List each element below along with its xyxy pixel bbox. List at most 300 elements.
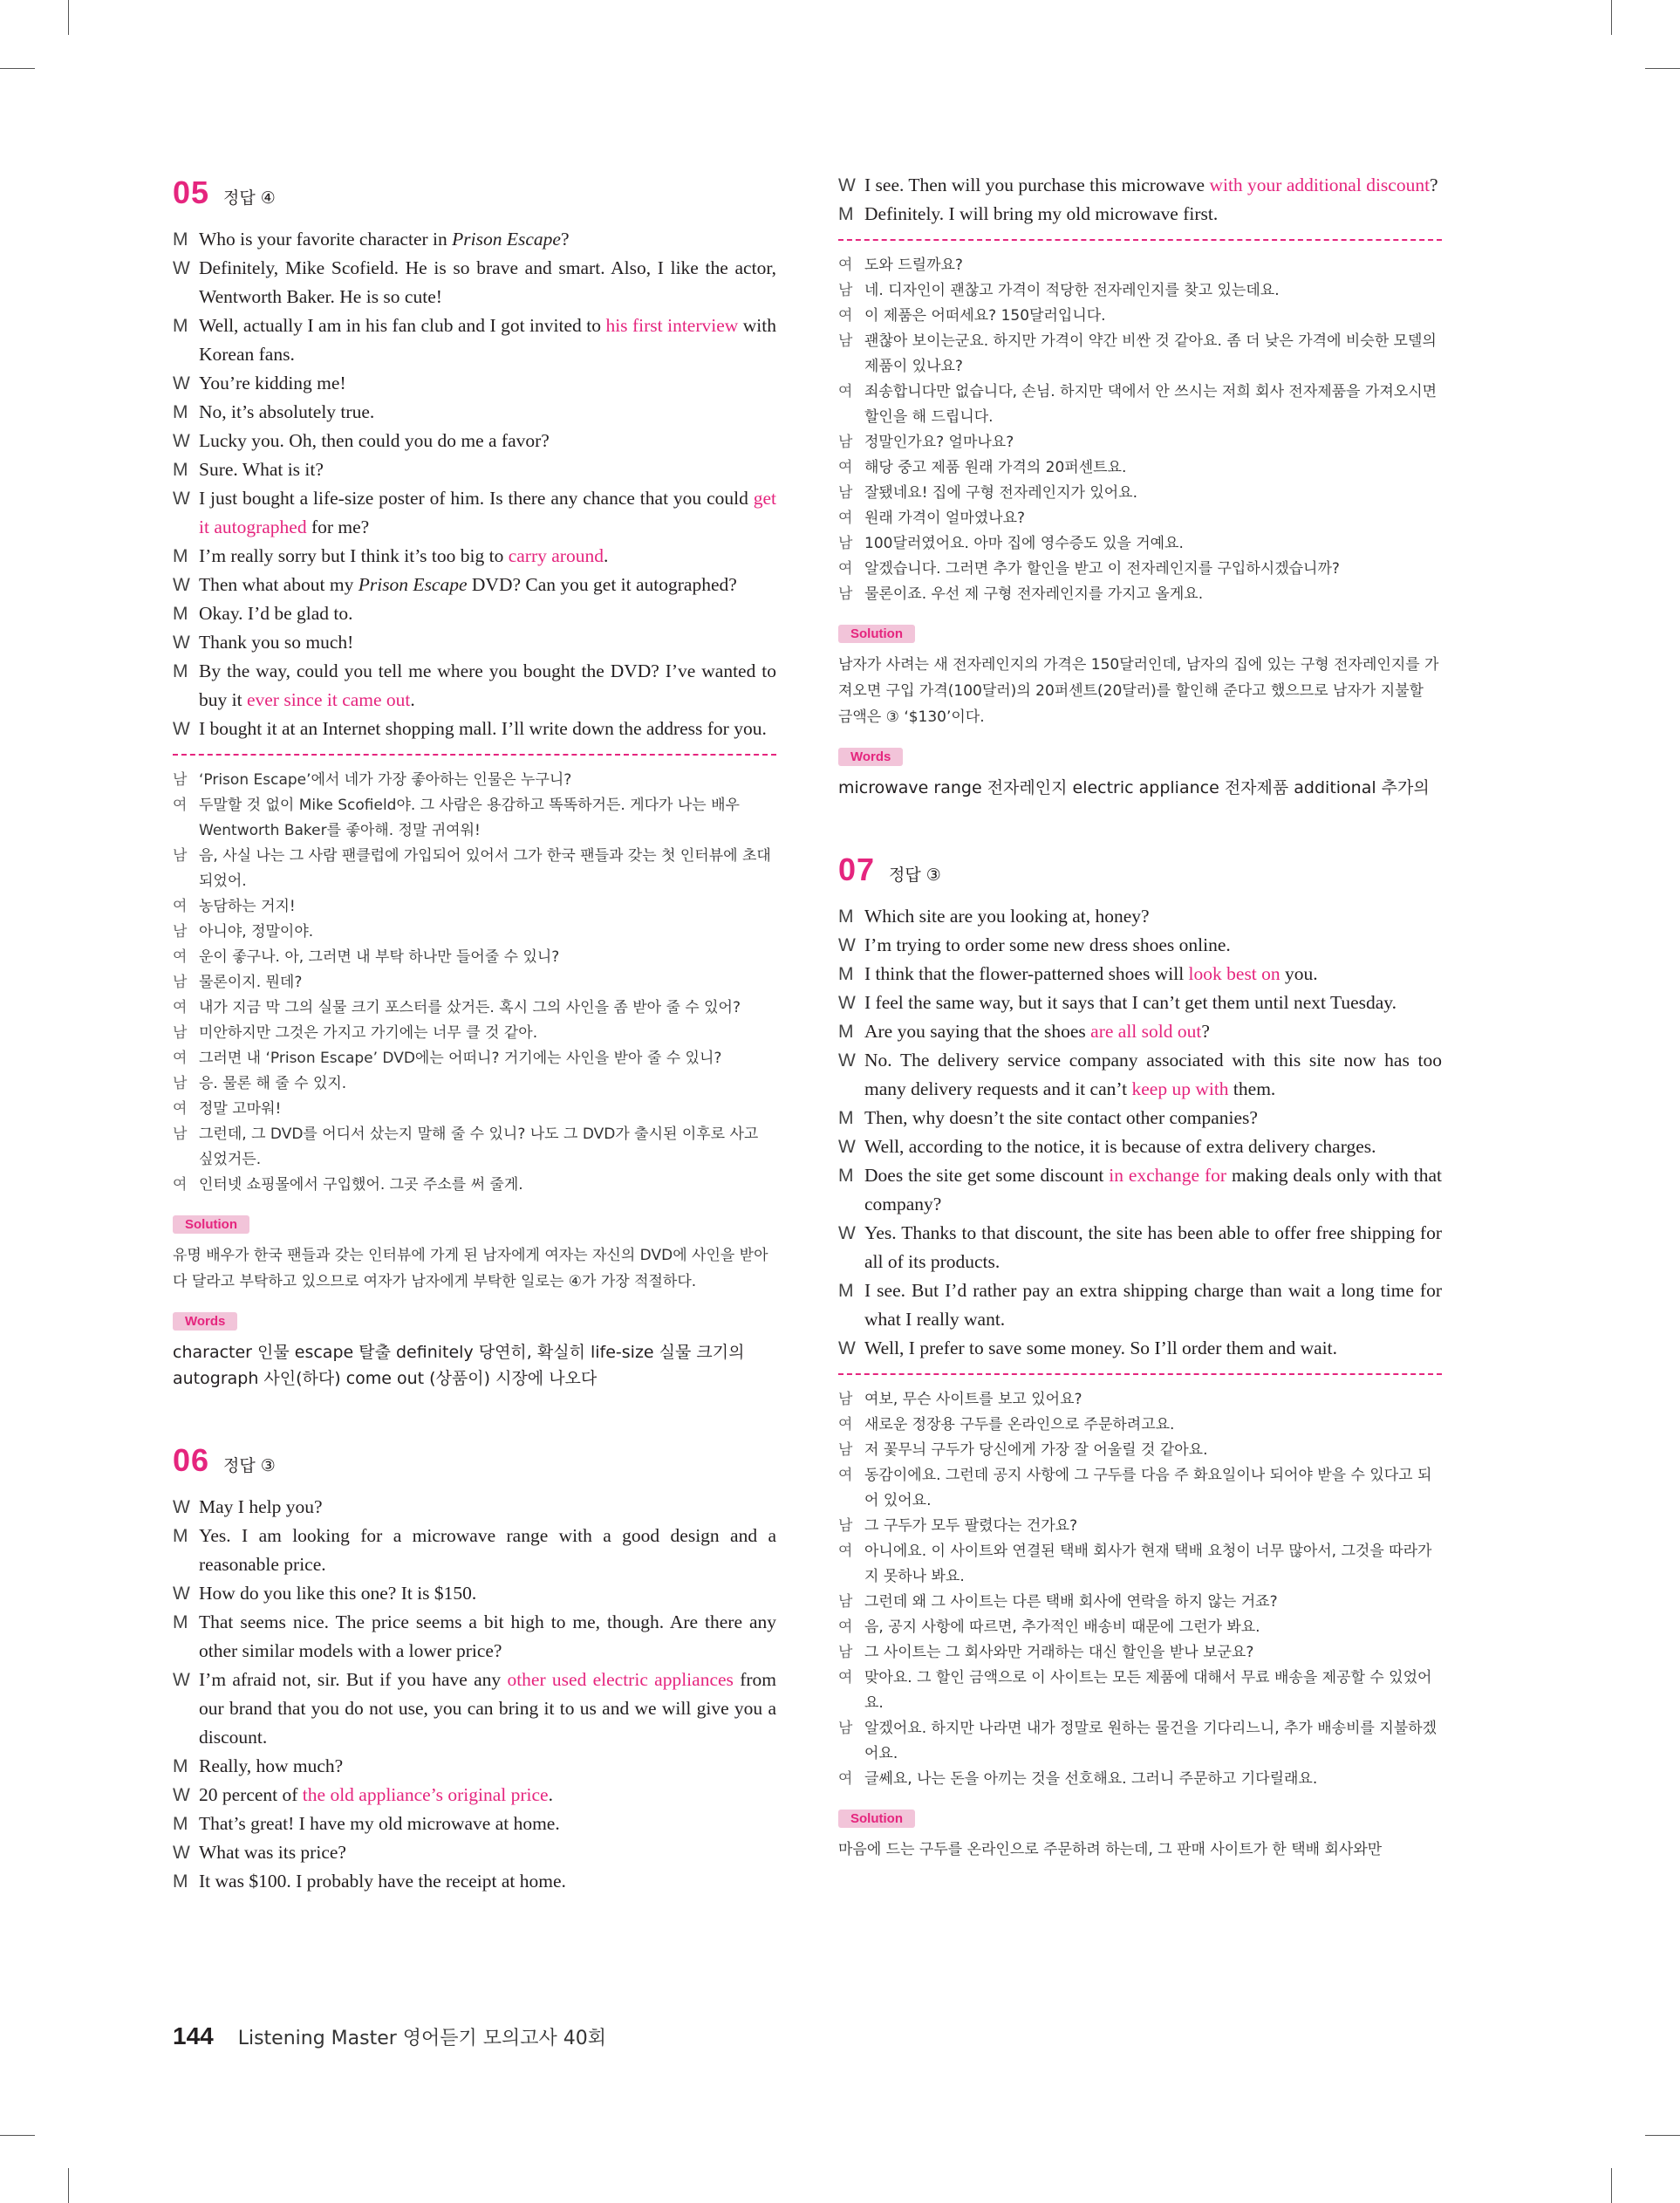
translation-line — [838, 557, 1442, 582]
text-segment: ? — [1430, 174, 1438, 195]
speaker-label: 여 — [838, 560, 853, 578]
dialogue-text — [864, 171, 1442, 200]
speaker-label: M — [173, 546, 188, 566]
dialogue-text — [199, 1522, 776, 1579]
dialogue-text — [199, 311, 776, 369]
speaker-label: W — [173, 1584, 190, 1604]
translation-line — [173, 1173, 776, 1198]
dialogue-line — [838, 200, 1442, 229]
translation-text: 괜찮아 보이는군요. 하지만 가격이 약간 비싼 것 같아요. 좀 더 낮은 가격에 비슷한 모델의 제품이 있나요? — [864, 332, 1437, 375]
text-segment: Definitely, Mike Scofield. He is so brave and smart. Also, I like the actor, Wentworth Baker. He is so cute! — [199, 257, 776, 307]
translation-text: 저 꽃무늬 구두가 당신에게 가장 잘 어울릴 것 같아요. — [864, 1441, 1208, 1459]
dialogue-line — [838, 1132, 1442, 1161]
translation-text: 그 구두가 모두 팔렸다는 건가요? — [864, 1517, 1078, 1535]
dialogue-line — [838, 1219, 1442, 1276]
dialogue-text — [864, 1161, 1442, 1219]
translation-line — [838, 1590, 1442, 1615]
speaker-label: 남 — [838, 332, 853, 350]
translation-text: 아니야, 정말이야. — [199, 923, 314, 941]
dialogue-text — [864, 1046, 1442, 1104]
korean-translation — [838, 253, 1442, 607]
speaker-label: W — [838, 1338, 856, 1358]
translation-text: 100달러였어요. 아마 집에 영수증도 있을 거예요. — [864, 535, 1184, 552]
translation-line — [173, 995, 776, 1021]
dialogue-line — [838, 989, 1442, 1017]
translation-text: 알겠어요. 하지만 나라면 내가 정말로 원하는 물건을 기다리느니, 추가 배송비를 지불하겠어요. — [864, 1720, 1438, 1762]
question-06 — [173, 1442, 776, 1896]
translation-line — [838, 253, 1442, 278]
speaker-label: W — [173, 1843, 190, 1863]
dialogue-line — [173, 715, 776, 743]
translation-text: 여보, 무슨 사이트를 보고 있어요? — [864, 1391, 1082, 1408]
speaker-label: 여 — [838, 1618, 853, 1636]
highlighted-phrase: are all sold out — [1090, 1021, 1202, 1042]
dialogue-text — [199, 1867, 776, 1896]
translation-line — [838, 506, 1442, 531]
speaker-label: W — [173, 431, 190, 451]
title-italic: Prison Escape — [452, 229, 561, 250]
highlighted-phrase: carry around — [508, 545, 604, 566]
translation-text: 해당 중고 제품 원래 가격의 20퍼센트요. — [864, 459, 1127, 476]
text-segment: How do you like this one? It is $150. — [199, 1583, 477, 1604]
text-segment: It was $100. I probably have the receipt at home. — [199, 1871, 566, 1892]
dialogue-text — [199, 484, 776, 542]
speaker-label: M — [173, 460, 188, 480]
text-segment: I just bought a life-size poster of him. Is there any chance that you could — [199, 488, 754, 509]
speaker-label: W — [173, 633, 190, 653]
dialogue-line — [173, 1752, 776, 1781]
speaker-label: 여 — [173, 1050, 188, 1067]
speaker-label: W — [838, 175, 856, 195]
question-05 — [173, 174, 776, 1392]
translation-text: 정말 고마워! — [199, 1100, 282, 1118]
dialogue-text — [199, 599, 776, 628]
translation-text: 새로운 정장용 구두를 온라인으로 주문하려고요. — [864, 1416, 1175, 1433]
speaker-label: 여 — [838, 257, 853, 274]
dialogue-text — [864, 1276, 1442, 1334]
dialogue-line — [173, 1781, 776, 1810]
dialogue-line — [173, 225, 776, 254]
translation-line — [838, 1387, 1442, 1413]
crop-mark — [1645, 68, 1680, 69]
text-segment: I’m really sorry but I think it’s too big to — [199, 545, 509, 566]
speaker-label: 남 — [173, 1075, 188, 1092]
text-segment: Which site are you looking at, honey? — [864, 906, 1150, 927]
dialogue-line — [173, 1579, 776, 1608]
crop-mark — [0, 2135, 35, 2136]
english-dialogue — [173, 1493, 776, 1896]
dialogue-line — [173, 1810, 776, 1838]
speaker-label: 남 — [838, 1720, 853, 1737]
speaker-label: 여 — [838, 1416, 853, 1433]
speaker-label: M — [173, 604, 188, 624]
text-segment: from our brand that you do not use, you can bring it to us and we will give you a discount. — [199, 1669, 776, 1748]
translation-line — [173, 1046, 776, 1071]
dialogue-text — [199, 398, 776, 427]
text-segment: with Korean fans. — [199, 315, 776, 365]
speaker-label: M — [838, 1166, 854, 1186]
dialogue-line — [838, 902, 1442, 931]
text-segment: I see. Then will you purchase this microwave — [864, 174, 1210, 195]
translation-line — [838, 329, 1442, 380]
dialogue-text — [199, 225, 776, 254]
translation-text: 물론이지. 뭔데? — [199, 974, 303, 991]
text-segment: Well, actually I am in his fan club and I got invited to — [199, 315, 606, 336]
page-number: 144 — [173, 2022, 214, 2049]
translation-line — [838, 582, 1442, 607]
translation-line — [838, 531, 1442, 557]
translation-text: 운이 좋구나. 아, 그러면 내 부탁 하나만 들어줄 수 있니? — [199, 948, 560, 966]
dialogue-text — [864, 1219, 1442, 1276]
text-segment: ? — [560, 229, 570, 250]
dialogue-line — [173, 254, 776, 311]
text-segment: Yes. I am looking for a microwave range with a good design and a reasonable price. — [199, 1525, 776, 1575]
speaker-label: 여 — [838, 307, 853, 325]
korean-translation — [173, 768, 776, 1198]
dialogue-line — [173, 1493, 776, 1522]
translation-line — [173, 1122, 776, 1173]
text-segment: them. — [1228, 1078, 1276, 1099]
translation-line — [838, 1716, 1442, 1767]
answer-label: 정답 ④ — [223, 188, 276, 208]
translation-line — [838, 1413, 1442, 1438]
question-07 — [838, 852, 1442, 1863]
question-header — [173, 1442, 776, 1479]
speaker-label: W — [173, 575, 190, 595]
dialogue-line — [173, 599, 776, 628]
text-segment: I’m afraid not, sir. But if you have any — [199, 1669, 508, 1690]
dialogue-text — [864, 1017, 1442, 1046]
speaker-label: W — [838, 1223, 856, 1243]
translation-line — [838, 455, 1442, 481]
translation-text: 이 제품은 어떠세요? 150달러입니다. — [864, 307, 1106, 325]
dialogue-text — [199, 455, 776, 484]
text-segment: DVD? Can you get it autographed? — [467, 574, 737, 595]
text-segment: making deals only with that company? — [864, 1165, 1442, 1214]
crop-mark — [68, 2168, 69, 2203]
text-segment: Yes. Thanks to that discount, the site has been able to offer free shipping for all of its products. — [864, 1222, 1442, 1272]
dialogue-text — [864, 1334, 1442, 1363]
text-segment: you. — [1280, 963, 1318, 984]
speaker-label: W — [838, 935, 856, 955]
text-segment: Then what about my — [199, 574, 359, 595]
speaker-label: 여 — [838, 1467, 853, 1484]
text-segment: Are you saying that the shoes — [864, 1021, 1091, 1042]
highlighted-phrase: with your additional discount — [1209, 174, 1431, 195]
question-header — [838, 852, 1442, 888]
dialogue-line — [173, 1867, 776, 1896]
speaker-label: 남 — [838, 535, 853, 552]
speaker-label: M — [173, 1871, 188, 1892]
speaker-label: M — [173, 402, 188, 422]
left-column — [173, 166, 776, 1896]
dialogue-text — [199, 1608, 776, 1666]
words-text: microwave range 전자레인지 electric appliance 전자제품 additional 추가의 — [838, 778, 1430, 797]
text-segment: Thank you so much! — [199, 632, 354, 653]
dialogue-text — [864, 989, 1442, 1017]
dialogue-text — [864, 902, 1442, 931]
translation-text: 내가 지금 막 그의 실물 크기 포스터를 샀거든. 혹시 그의 사인을 좀 받아 줄 수 있어? — [199, 999, 741, 1016]
dialogue-text — [864, 1132, 1442, 1161]
translation-text: 죄송합니다만 없습니다, 손님. 하지만 댁에서 안 쓰시는 저희 회사 전자제품을 가져오시면 할인을 해 드립니다. — [864, 383, 1438, 426]
speaker-label: M — [838, 907, 854, 927]
translation-line — [838, 1666, 1442, 1716]
text-segment: Well, I prefer to save some money. So I’ll order them and wait. — [864, 1338, 1337, 1358]
question-06-continued — [838, 171, 1442, 801]
words-tag: Words — [173, 1312, 237, 1331]
speaker-label: M — [838, 1022, 854, 1042]
translation-text: 잘됐네요! 집에 구형 전자레인지가 있어요. — [864, 484, 1138, 502]
dialogue-line — [838, 1276, 1442, 1334]
dialogue-line — [173, 542, 776, 571]
translation-line — [173, 1021, 776, 1046]
highlighted-phrase: look best on — [1188, 963, 1280, 984]
translation-text: 농담하는 거지! — [199, 898, 296, 915]
section-gap — [173, 1392, 776, 1433]
question-header — [173, 174, 776, 211]
english-dialogue — [838, 902, 1442, 1363]
dialogue-line — [173, 455, 776, 484]
dashed-divider — [173, 754, 776, 756]
crop-mark — [0, 68, 35, 69]
speaker-label: 여 — [838, 383, 853, 400]
dialogue-text — [864, 931, 1442, 960]
solution-text: 남자가 사려는 새 전자레인지의 가격은 150달러인데, 남자의 집에 있는 구형 전자레인지를 가져오면 구입 가격(100달러)의 20퍼센트(20달러)를 할인해 준다고 했으므로 남자가 지불할 금액은 ③ ‘$130’이다. — [838, 656, 1439, 726]
dialogue-text — [199, 1493, 776, 1522]
dialogue-line — [173, 1522, 776, 1579]
section-gap — [838, 801, 1442, 843]
dialogue-line — [838, 1017, 1442, 1046]
dialogue-line — [838, 1046, 1442, 1104]
text-segment: . — [603, 545, 609, 566]
dialogue-text — [199, 657, 776, 715]
speaker-label: 남 — [838, 1593, 853, 1611]
speaker-label: M — [838, 204, 854, 224]
text-segment: I feel the same way, but it says that I can’t get them until next Tuesday. — [864, 992, 1397, 1013]
speaker-label: 남 — [838, 1644, 853, 1661]
translation-text: 그 사이트는 그 회사와만 거래하는 대신 할인을 받나 보군요? — [864, 1644, 1254, 1661]
text-segment: I bought it at an Internet shopping mall. I’ll write down the address for you. — [199, 718, 767, 739]
answer-label: 정답 ③ — [889, 865, 941, 885]
dialogue-line — [173, 484, 776, 542]
text-segment: May I help you? — [199, 1496, 323, 1517]
translation-text: 물론이죠. 우선 제 구형 전자레인지를 가지고 올게요. — [864, 585, 1204, 603]
translation-text: 미안하지만 그것은 가지고 가기에는 너무 클 것 같아. — [199, 1024, 538, 1042]
dialogue-line — [838, 1334, 1442, 1363]
highlighted-phrase: other used electric appliances — [507, 1669, 734, 1690]
crop-mark — [68, 0, 69, 35]
dialogue-line — [173, 628, 776, 657]
translation-text: 글쎄요, 나는 돈을 아끼는 것을 선호해요. 그러니 주문하고 기다릴래요. — [864, 1770, 1318, 1788]
translation-line — [173, 970, 776, 995]
speaker-label: 남 — [838, 484, 853, 502]
english-dialogue — [838, 171, 1442, 229]
dialogue-line — [838, 1161, 1442, 1219]
dashed-divider — [838, 1373, 1442, 1375]
text-segment: I think that the flower-patterned shoes will — [864, 963, 1189, 984]
dialogue-text — [199, 427, 776, 455]
translation-line — [838, 1539, 1442, 1590]
solution-tag: Solution — [173, 1215, 249, 1234]
translation-line — [838, 1640, 1442, 1666]
highlighted-phrase: his first interview — [605, 315, 739, 336]
question-number: 06 — [173, 1442, 210, 1478]
words-tag: Words — [838, 748, 903, 766]
text-segment: . — [410, 689, 415, 710]
dialogue-text — [199, 254, 776, 311]
dialogue-text — [199, 1666, 776, 1752]
dialogue-text — [864, 960, 1442, 989]
dialogue-text — [864, 1104, 1442, 1132]
speaker-label: 여 — [838, 510, 853, 527]
translation-line — [173, 1097, 776, 1122]
translation-line — [173, 920, 776, 945]
translation-text: 알겠습니다. 그러면 추가 할인을 받고 이 전자레인지를 구입하시겠습니까? — [864, 560, 1340, 578]
speaker-label: M — [173, 1612, 188, 1632]
translation-line — [173, 768, 776, 793]
speaker-label: 남 — [838, 585, 853, 603]
speaker-label: 남 — [838, 1391, 853, 1408]
speaker-label: M — [173, 316, 188, 336]
highlighted-phrase: in exchange for — [1109, 1165, 1227, 1186]
dialogue-line — [838, 931, 1442, 960]
speaker-label: 남 — [838, 434, 853, 451]
solution-tag: Solution — [838, 625, 915, 643]
text-segment: Who is your favorite character in — [199, 229, 453, 250]
text-segment: Lucky you. Oh, then could you do me a favor? — [199, 430, 550, 451]
speaker-label: W — [173, 719, 190, 739]
dialogue-line — [838, 171, 1442, 200]
text-segment: You’re kidding me! — [199, 373, 346, 393]
highlighted-phrase: ever since it came out — [246, 689, 411, 710]
text-segment: That seems nice. The price seems a bit high to me, though. Are there any other similar models with a lower price? — [199, 1611, 776, 1661]
dialogue-line — [173, 398, 776, 427]
speaker-label: 여 — [173, 999, 188, 1016]
text-segment: Sure. What is it? — [199, 459, 324, 480]
speaker-label: W — [838, 993, 856, 1013]
dialogue-text — [199, 1810, 776, 1838]
dialogue-line — [838, 1104, 1442, 1132]
speaker-label: W — [173, 489, 190, 509]
speaker-label: M — [838, 1108, 854, 1128]
text-segment: I see. But I’d rather pay an extra shipping charge than wait a long time for what I really want. — [864, 1280, 1442, 1330]
translation-text: 도와 드릴까요? — [864, 257, 963, 274]
translation-text: 그런데 왜 그 사이트는 다른 택배 회사에 연락을 하지 않는 거죠? — [864, 1593, 1278, 1611]
translation-line — [838, 1438, 1442, 1463]
text-segment: No. The delivery service company associated with this site now has too many delivery requests and it can’t — [864, 1050, 1442, 1099]
dialogue-text — [199, 369, 776, 398]
speaker-label: M — [838, 1281, 854, 1301]
solution-text: 마음에 드는 구두를 온라인으로 주문하려 하는데, 그 판매 사이트가 한 택배 회사와만 — [838, 1841, 1383, 1858]
english-dialogue — [173, 225, 776, 743]
speaker-label: M — [838, 964, 854, 984]
text-segment: By the way, could you tell me where you bought the DVD? I’ve wanted to buy it — [199, 660, 776, 710]
translation-text: 음, 사실 나는 그 사람 팬클럽에 가입되어 있어서 그가 한국 팬들과 갖는 첫 인터뷰에 초대되었어. — [199, 847, 771, 890]
text-segment: Really, how much? — [199, 1755, 344, 1776]
translation-text: 원래 가격이 얼마였나요? — [864, 510, 1026, 527]
text-segment: Okay. I’d be glad to. — [199, 603, 353, 624]
page-footer — [173, 2022, 606, 2050]
dialogue-line — [173, 1838, 776, 1867]
dialogue-line — [173, 571, 776, 599]
answer-label: 정답 ③ — [223, 1456, 276, 1475]
crop-mark — [1611, 2168, 1612, 2203]
text-segment: No, it’s absolutely true. — [199, 401, 375, 422]
speaker-label: W — [838, 1050, 856, 1071]
translation-text: 그런데, 그 DVD를 어디서 샀는지 말해 줄 수 있니? 나도 그 DVD가 출시된 이후로 사고 싶었거든. — [199, 1125, 759, 1168]
translation-text: 정말인가요? 얼마나요? — [864, 434, 1014, 451]
highlighted-phrase: the old appliance’s original price — [302, 1784, 549, 1805]
translation-text: ‘Prison Escape’에서 네가 가장 좋아하는 인물은 누구니? — [199, 771, 572, 789]
solution-tag: Solution — [838, 1810, 915, 1828]
dialogue-line — [173, 311, 776, 369]
speaker-label: 남 — [173, 974, 188, 991]
words-text: character 인물 escape 탈출 definitely 당연히, 확실히 life-size 실물 크기의 autograph 사인(하다) come out (상품이) 시장에 나오다 — [173, 1343, 745, 1388]
speaker-label: M — [173, 229, 188, 250]
speaker-label: W — [173, 373, 190, 393]
speaker-label: 여 — [838, 1543, 853, 1560]
question-number: 07 — [838, 852, 876, 887]
speaker-label: 남 — [173, 771, 188, 789]
dialogue-line — [173, 1608, 776, 1666]
text-segment: Well, according to the notice, it is because of extra delivery charges. — [864, 1136, 1376, 1157]
highlighted-phrase: get it autographed — [199, 488, 776, 537]
translation-line — [173, 1071, 776, 1097]
dialogue-line — [173, 369, 776, 398]
speaker-label: 여 — [173, 948, 188, 966]
speaker-label: W — [173, 1670, 190, 1690]
dialogue-text — [199, 1752, 776, 1781]
translation-line — [838, 1767, 1442, 1792]
crop-mark — [1645, 2135, 1680, 2136]
speaker-label: W — [173, 1785, 190, 1805]
translation-line — [173, 793, 776, 844]
dialogue-text — [199, 715, 776, 743]
dialogue-text — [199, 1838, 776, 1867]
book-title: Listening Master 영어듣기 모의고사 40회 — [237, 2028, 607, 2049]
translation-text: 두말할 것 없이 Mike Scofield야. 그 사람은 용감하고 똑똑하거든. 게다가 나는 배우 Wentworth Baker를 좋아해. 정말 귀여워! — [199, 797, 740, 839]
speaker-label: 남 — [173, 1024, 188, 1042]
text-segment: 20 percent of — [199, 1784, 303, 1805]
translation-line — [838, 430, 1442, 455]
translation-line — [838, 380, 1442, 430]
translation-line — [838, 278, 1442, 304]
text-segment: for me? — [306, 517, 370, 537]
translation-text: 응. 물론 해 줄 수 있지. — [199, 1075, 347, 1092]
translation-line — [173, 844, 776, 894]
text-segment: . — [548, 1784, 553, 1805]
speaker-label: 여 — [173, 797, 188, 814]
speaker-label: M — [173, 1814, 188, 1834]
translation-text: 음, 공지 사항에 따르면, 추가적인 배송비 때문에 그런가 봐요. — [864, 1618, 1260, 1636]
dialogue-line — [838, 960, 1442, 989]
speaker-label: 여 — [838, 459, 853, 476]
translation-text: 아니에요. 이 사이트와 연결된 택배 회사가 현재 택배 요청이 너무 많아서, 그것을 따라가지 못하나 봐요. — [864, 1543, 1432, 1585]
text-segment: Then, why doesn’t the site contact other companies? — [864, 1107, 1258, 1128]
text-segment: Definitely. I will bring my old microwave first. — [864, 203, 1219, 224]
speaker-label: M — [173, 1756, 188, 1776]
dashed-divider — [838, 239, 1442, 241]
translation-text: 그러면 내 ‘Prison Escape’ DVD에는 어떠니? 거기에는 사인을 받아 줄 수 있니? — [199, 1050, 722, 1067]
dialogue-text — [199, 628, 776, 657]
speaker-label: W — [173, 1497, 190, 1517]
speaker-label: 남 — [838, 282, 853, 299]
speaker-label: 남 — [838, 1441, 853, 1459]
dialogue-text — [864, 200, 1442, 229]
highlighted-phrase: keep up with — [1131, 1078, 1229, 1099]
speaker-label: 여 — [173, 1176, 188, 1194]
translation-line — [173, 894, 776, 920]
